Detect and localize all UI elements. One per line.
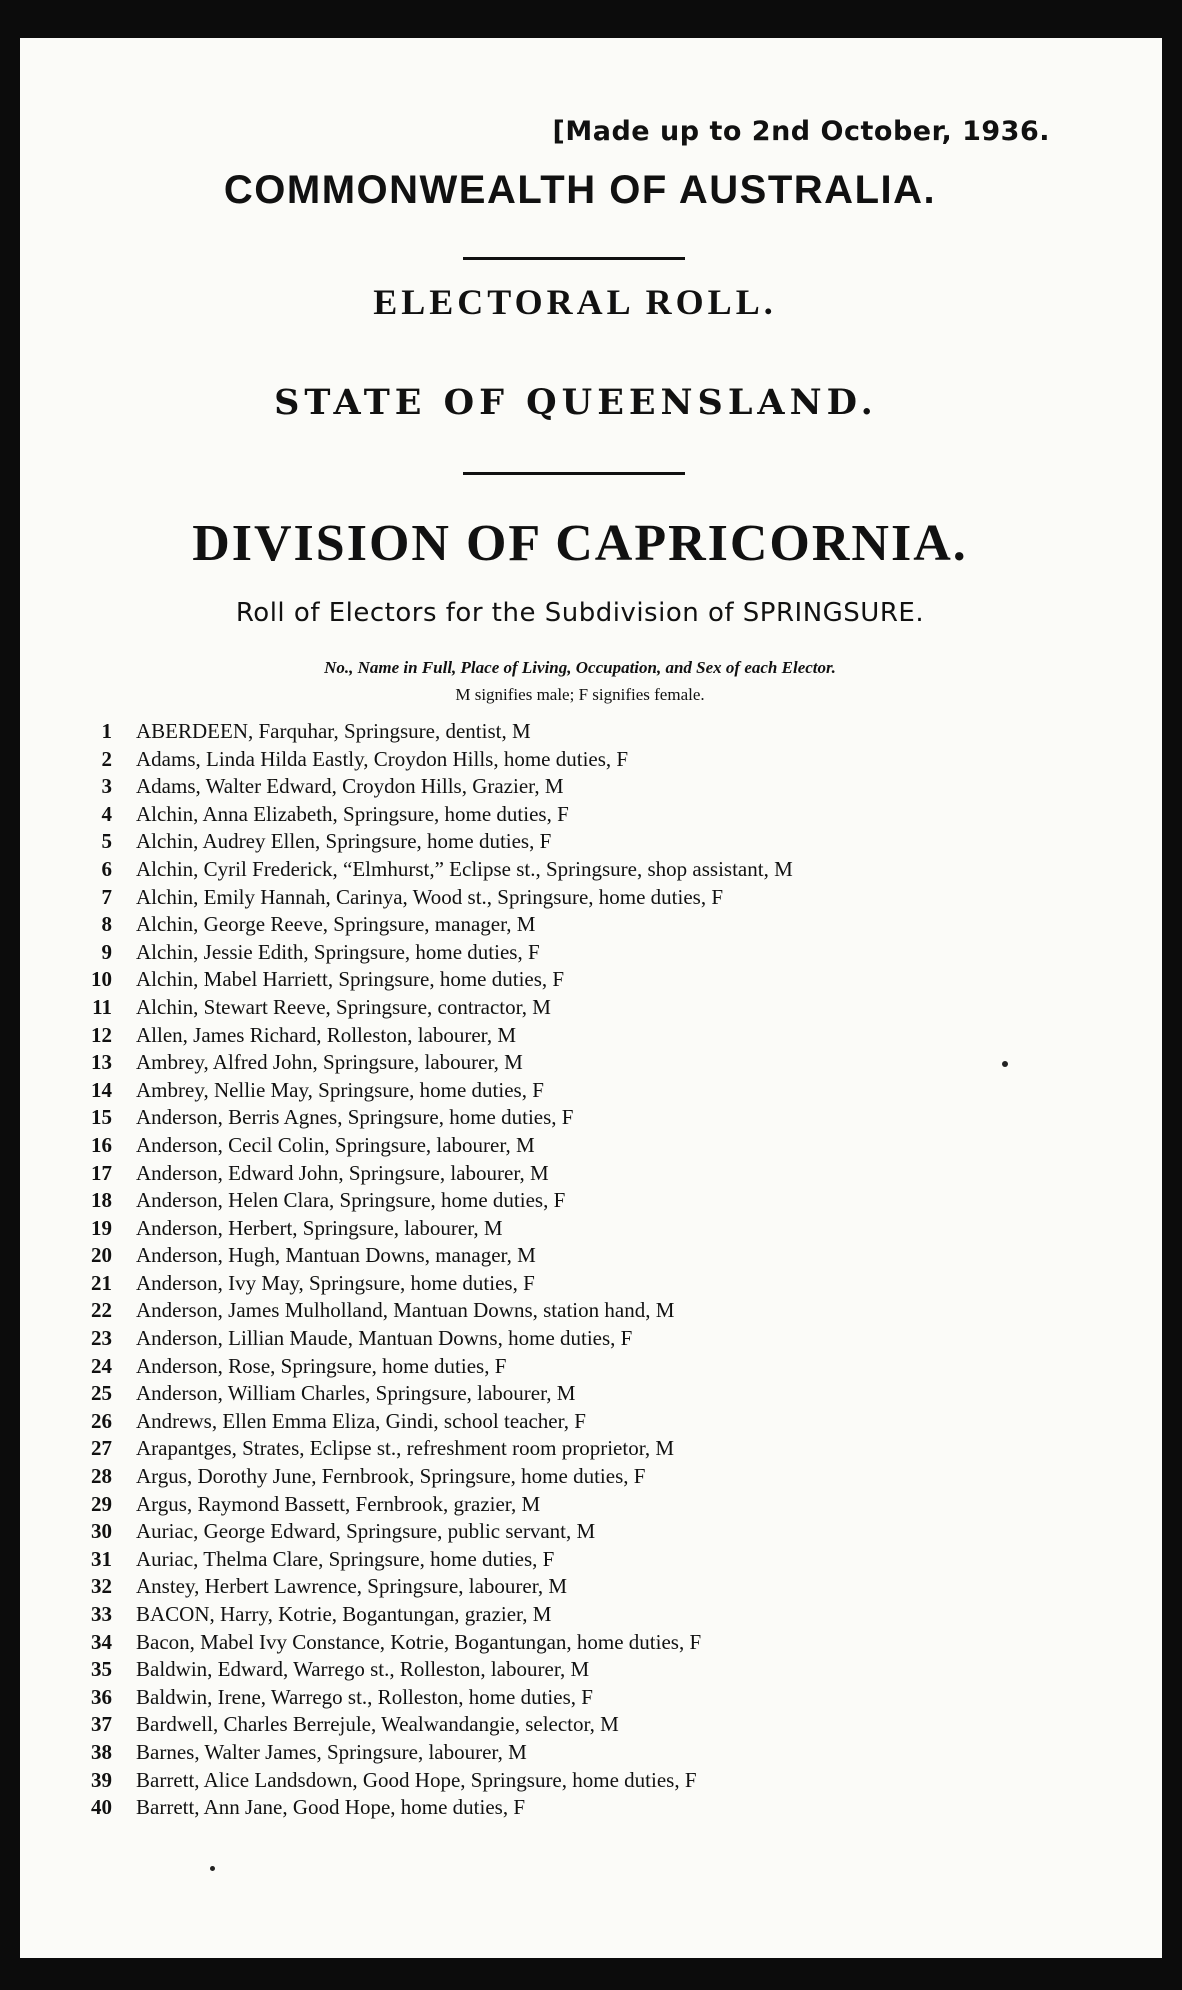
- elector-details: Alchin, Emily Hannah, Carinya, Wood st., Springsure, home duties, F: [136, 884, 724, 909]
- elector-details: Anderson, William Charles, Springsure, labourer, M: [136, 1381, 576, 1406]
- elector-number: 33: [91, 1602, 112, 1626]
- elector-entry: [20, 1132, 1162, 1160]
- elector-number: 25: [91, 1381, 112, 1406]
- elector-number: 18: [91, 1188, 112, 1213]
- subdivision-subtitle: Roll of Electors for the Subdivision of SPRINGSURE.: [235, 598, 925, 628]
- elector-entry: [20, 1353, 1162, 1381]
- elector-entry: [20, 801, 1162, 829]
- elector-number: 14: [91, 1077, 112, 1102]
- elector-entry: [20, 939, 1162, 967]
- elector-number: 7: [101, 884, 112, 909]
- division-heading: DIVISION OF CAPRICORNIA.: [192, 515, 968, 572]
- elector-number: 26: [91, 1408, 112, 1433]
- elector-details: Auriac, George Edward, Springsure, public servant, M: [136, 1519, 596, 1544]
- ink-speck: [210, 1866, 215, 1871]
- elector-entry: [20, 1297, 1162, 1325]
- roll-type-heading: ELECTORAL ROLL.: [373, 282, 777, 322]
- elector-details: Bacon, Mabel Ivy Constance, Kotrie, Bogantungan, home duties, F: [136, 1629, 702, 1654]
- elector-details: BACON, Harry, Kotrie, Bogantungan, grazier, M: [136, 1602, 552, 1626]
- elector-entry: [20, 994, 1162, 1022]
- elector-entry: [20, 884, 1162, 912]
- elector-number: 36: [91, 1684, 112, 1709]
- elector-number: 32: [91, 1574, 112, 1599]
- elector-entry: [20, 1463, 1162, 1491]
- elector-details: Ambrey, Alfred John, Springsure, labourer, M: [136, 1050, 523, 1075]
- column-legend: No., Name in Full, Place of Living, Occupation, and Sex of each Elector.: [324, 658, 836, 677]
- elector-entry: [20, 1629, 1162, 1657]
- elector-details: Anderson, Edward John, Springsure, labourer, M: [136, 1160, 549, 1185]
- elector-entry: [20, 1325, 1162, 1353]
- elector-entry: [20, 1739, 1162, 1767]
- elector-entry: [20, 911, 1162, 939]
- elector-details: Adams, Linda Hilda Eastly, Croydon Hills, home duties, F: [136, 746, 629, 771]
- elector-details: Anderson, Herbert, Springsure, labourer, M: [136, 1215, 503, 1240]
- elector-number: 31: [91, 1546, 112, 1571]
- elector-entry: [20, 1546, 1162, 1574]
- elector-number: 12: [91, 1022, 112, 1047]
- elector-number: 3: [101, 774, 112, 799]
- elector-entry: [20, 1408, 1162, 1436]
- elector-number: 30: [91, 1519, 112, 1544]
- elector-entry: [20, 966, 1162, 994]
- elector-number: 24: [91, 1353, 112, 1378]
- elector-details: Anstey, Herbert Lawrence, Springsure, labourer, M: [136, 1574, 568, 1599]
- elector-entry: [20, 828, 1162, 856]
- elector-entry: [20, 1573, 1162, 1601]
- elector-number: 5: [101, 829, 112, 854]
- elector-number: 38: [91, 1739, 112, 1764]
- elector-number: 11: [92, 994, 112, 1019]
- elector-number: 27: [91, 1436, 112, 1461]
- made-up-date-note: [Made up to 2nd October, 1936.: [552, 116, 1050, 147]
- elector-number: 37: [91, 1712, 112, 1737]
- elector-details: Alchin, Audrey Ellen, Springsure, home duties, F: [136, 829, 552, 854]
- elector-number: 21: [91, 1270, 112, 1295]
- elector-details: Barnes, Walter James, Springsure, labourer, M: [136, 1739, 527, 1764]
- elector-number: 22: [91, 1298, 112, 1323]
- elector-details: Anderson, Rose, Springsure, home duties, F: [136, 1353, 507, 1378]
- elector-details: Alchin, Mabel Harriett, Springsure, home duties, F: [136, 967, 565, 992]
- elector-number: 10: [91, 967, 112, 992]
- elector-details: Baldwin, Edward, Warrego st., Rolleston, labourer, M: [136, 1657, 590, 1682]
- elector-details: Adams, Walter Edward, Croydon Hills, Grazier, M: [136, 774, 564, 799]
- roll-page: [20, 38, 1162, 1958]
- country-heading: COMMONWEALTH OF AUSTRALIA.: [223, 168, 937, 212]
- elector-details: Anderson, Berris Agnes, Springsure, home duties, F: [136, 1105, 574, 1130]
- elector-number: 17: [91, 1160, 112, 1185]
- elector-details: Anderson, Helen Clara, Springsure, home duties, F: [136, 1188, 566, 1213]
- elector-entry: [20, 1160, 1162, 1188]
- ink-speck: [1002, 1061, 1008, 1067]
- elector-entry: [20, 1104, 1162, 1132]
- elector-details: Barrett, Ann Jane, Good Hope, home duties, F: [136, 1795, 526, 1820]
- elector-details: Barrett, Alice Landsdown, Good Hope, Springsure, home duties, F: [136, 1767, 697, 1792]
- elector-number: 20: [91, 1243, 112, 1268]
- elector-entry: [20, 1215, 1162, 1243]
- elector-details: Argus, Dorothy June, Fernbrook, Springsure, home duties, F: [136, 1464, 646, 1489]
- elector-details: Alchin, Cyril Frederick, “Elmhurst,” Eclipse st., Springsure, shop assistant, M: [136, 856, 793, 881]
- elector-details: Andrews, Ellen Emma Eliza, Gindi, school teacher, F: [136, 1408, 586, 1433]
- elector-details: Anderson, Hugh, Mantuan Downs, manager, M: [136, 1243, 536, 1268]
- elector-entry: [20, 856, 1162, 884]
- elector-number: 34: [91, 1629, 112, 1654]
- elector-entry: [20, 1077, 1162, 1105]
- state-heading: STATE OF QUEENSLAND.: [274, 382, 878, 423]
- elector-details: Alchin, Stewart Reeve, Springsure, contractor, M: [136, 994, 551, 1019]
- elector-details: Bardwell, Charles Berrejule, Wealwandangie, selector, M: [136, 1712, 619, 1737]
- elector-number: 8: [101, 912, 112, 937]
- sex-legend: M signifies male; F signifies female.: [455, 685, 705, 704]
- elector-details: Arapantges, Strates, Eclipse st., refreshment room proprietor, M: [136, 1436, 675, 1461]
- elector-entry: [20, 718, 1162, 746]
- elector-number: 15: [91, 1105, 112, 1130]
- elector-number: 40: [91, 1795, 112, 1820]
- elector-number: 1: [101, 719, 112, 743]
- elector-entry: [20, 1656, 1162, 1684]
- elector-entry: [20, 1601, 1162, 1629]
- elector-entry: [20, 1491, 1162, 1519]
- elector-entry: [20, 1711, 1162, 1739]
- elector-entry: [20, 1270, 1162, 1298]
- elector-entry: [20, 1187, 1162, 1215]
- elector-details: Anderson, Cecil Colin, Springsure, labourer, M: [136, 1132, 535, 1157]
- elector-details: Anderson, James Mulholland, Mantuan Downs, station hand, M: [136, 1298, 675, 1323]
- elector-details: ABERDEEN, Farquhar, Springsure, dentist, M: [136, 719, 531, 743]
- elector-entry: [20, 1022, 1162, 1050]
- elector-number: 2: [101, 746, 112, 771]
- elector-details: Alchin, George Reeve, Springsure, manager, M: [136, 912, 536, 937]
- elector-details: Anderson, Ivy May, Springsure, home duties, F: [136, 1270, 535, 1295]
- elector-entry: [20, 1518, 1162, 1546]
- elector-number: 35: [91, 1657, 112, 1682]
- elector-number: 13: [91, 1050, 112, 1075]
- elector-number: 6: [101, 856, 112, 881]
- elector-details: Auriac, Thelma Clare, Springsure, home duties, F: [136, 1546, 555, 1571]
- elector-entry: [20, 1767, 1162, 1795]
- divider-rule: [463, 257, 685, 260]
- elector-entry: [20, 746, 1162, 774]
- elector-details: Allen, James Richard, Rolleston, labourer, M: [136, 1022, 516, 1047]
- elector-details: Argus, Raymond Bassett, Fernbrook, grazier, M: [136, 1491, 541, 1516]
- elector-number: 23: [91, 1326, 112, 1351]
- elector-entry: [20, 1242, 1162, 1270]
- elector-entry: [20, 773, 1162, 801]
- elector-number: 16: [91, 1132, 112, 1157]
- elector-entry: [20, 1435, 1162, 1463]
- elector-entry: [20, 1684, 1162, 1712]
- elector-number: 9: [101, 939, 112, 964]
- elector-number: 4: [101, 801, 112, 826]
- elector-entry: [20, 1794, 1162, 1822]
- elector-entry: [20, 1380, 1162, 1408]
- divider-rule: [463, 472, 685, 475]
- elector-number: 19: [91, 1215, 112, 1240]
- elector-number: 28: [91, 1464, 112, 1489]
- elector-details: Alchin, Anna Elizabeth, Springsure, home duties, F: [136, 801, 569, 826]
- elector-details: Alchin, Jessie Edith, Springsure, home duties, F: [136, 939, 540, 964]
- elector-list: [20, 718, 1162, 1822]
- elector-entry: [20, 1049, 1162, 1077]
- elector-number: 29: [91, 1491, 112, 1516]
- elector-number: 39: [91, 1767, 112, 1792]
- elector-details: Anderson, Lillian Maude, Mantuan Downs, home duties, F: [136, 1326, 633, 1351]
- elector-details: Ambrey, Nellie May, Springsure, home duties, F: [136, 1077, 544, 1102]
- elector-details: Baldwin, Irene, Warrego st., Rolleston, home duties, F: [136, 1684, 593, 1709]
